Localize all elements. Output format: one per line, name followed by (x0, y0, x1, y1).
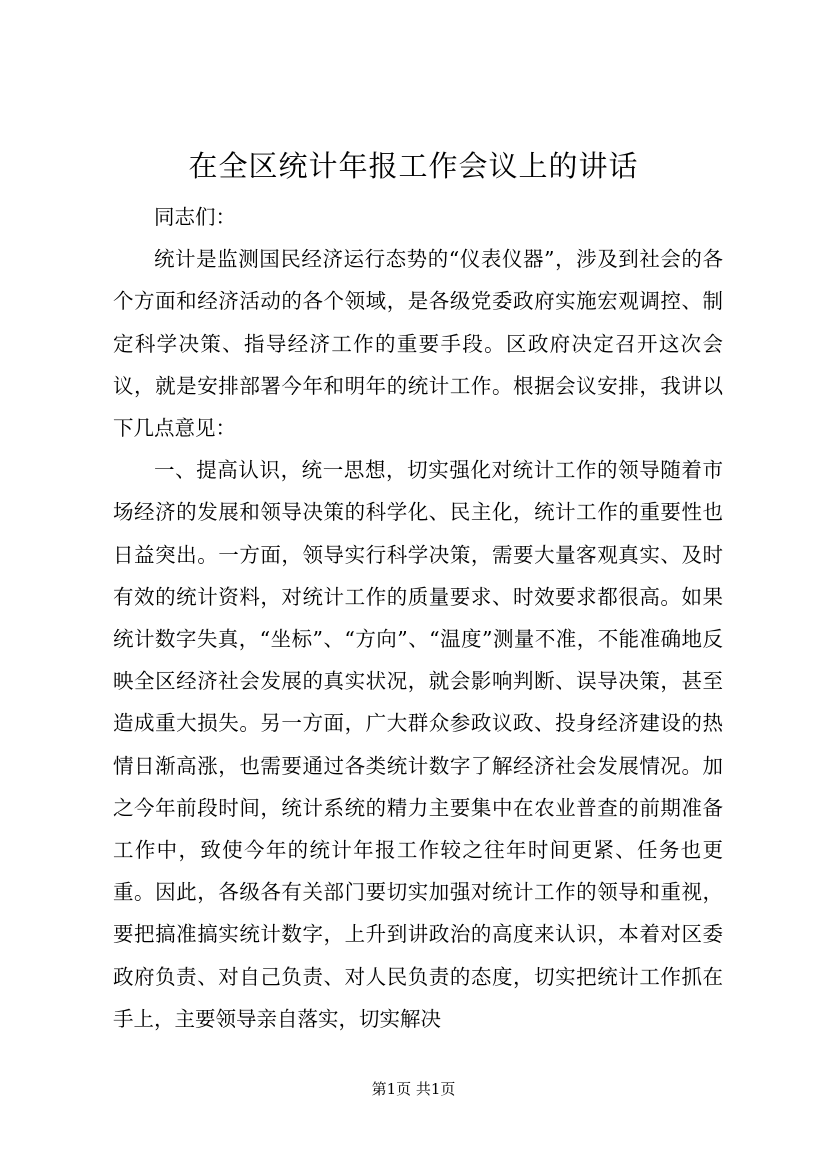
paragraph-section-one: 一、提高认识，统一思想，切实强化对统计工作的领导随着市场经济的发展和领导决策的科学化、民主化，统计工作的重要性也日益突出。一方面，领导实行科学决策，需要大量客观真实、及时有效的统计资料，对统计工作的质量要求、时效要求都很高。如果统计数字失真，“坐标”、“方向”、“温度”测量不准，不能准确地反映全区经济社会发展的真实状况，就会影响判断、误导决策，甚至造成重大损失。另一方面，广大群众参政议政、投身经济建设的热情日渐高涨，也需要通过各类统计数字了解经济社会发展情况。加之今年前段时间，统计系统的精力主要集中在农业普查的前期准备工作中，致使今年的统计年报工作较之往年时间更紧、任务也更重。因此，各级各有关部门要切实加强对统计工作的领导和重视，要把搞准搞实统计数字，上升到讲政治的高度来认识，本着对区委政府负责、对自己负责、对人民负责的态度，切实把统计工作抓在手上，主要领导亲自落实，切实解决 (113, 458, 723, 1031)
document-title: 在全区统计年报工作会议上的讲话 (188, 149, 639, 183)
document-body (113, 196, 723, 1040)
paragraph-intro: 统计是监测国民经济运行态势的“仪表仪器”，涉及到社会的各个方面和经济活动的各个领域，是各级党委政府实施宏观调控、制定科学决策、指导经济工作的重要手段。区政府决定召开这次会议，就是安排部署今年和明年的统计工作。根据会议安排，我讲以下几点意见： (113, 247, 723, 441)
greeting: 同志们： (154, 205, 236, 229)
page-footer: 第1页 共1页 (371, 1080, 456, 1098)
